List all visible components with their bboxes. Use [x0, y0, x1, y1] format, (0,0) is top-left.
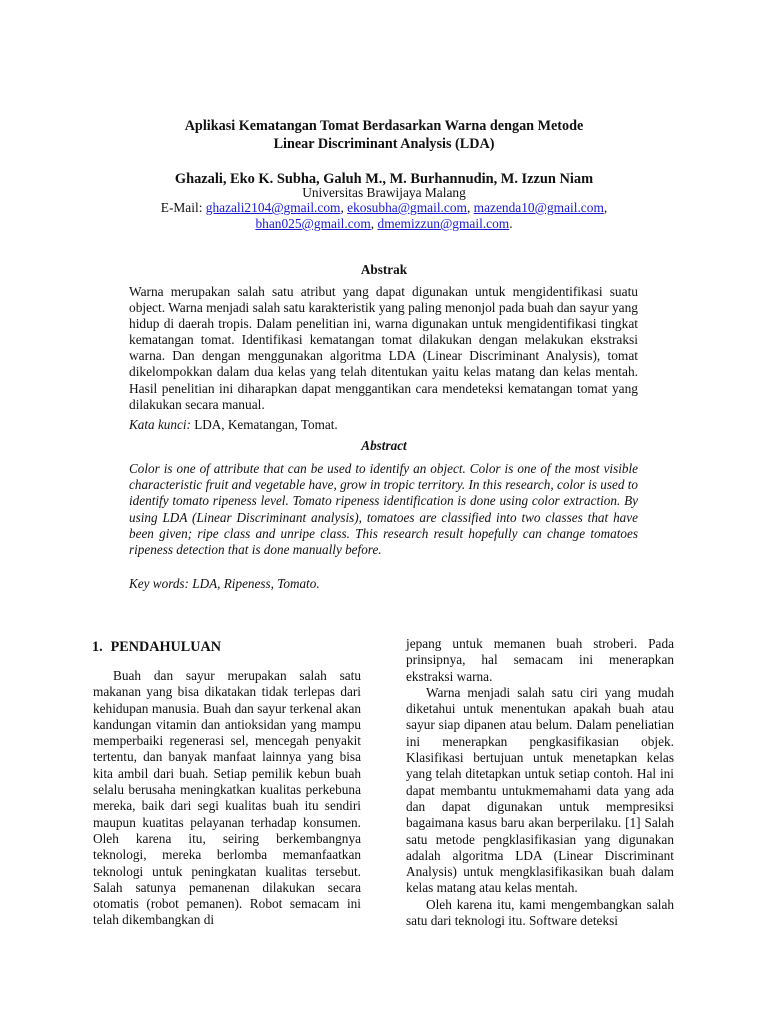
email-link[interactable]: ekosubha@gmail.com [347, 200, 467, 215]
kata-kunci [129, 417, 638, 433]
affiliation: Universitas Brawijaya Malang [302, 185, 466, 200]
email-label: E-Mail: [160, 200, 206, 215]
abstrak-text: Warna merupakan salah satu atribut yang dapat digunakan untuk mengidentifikasi suatu object. Warna menjadi salah satu karakteristik yang paling menonjol pada buah dan sayur yang hidup di daerah tropis. Dalam penelitian ini, warna digunakan untuk mengidentifikasi tingkat kematangan tomat. Identifikasi kematangan tomat dilakukan dengan melakukan ekstraksi warna. Dan dengan menggunakan algoritma LDA (Linear Discriminant Analysis), tomat dikelompokkan dalam dua kelas yang telah ditentukan yaitu kelas matang dan kelas mentah. Hasil penelitian ini diharapkan dapat menggantikan cara mendeteksi kematangan tomat yang dilakukan secara manual. [129, 284, 638, 412]
author-list: Ghazali, Eko K. Subha, Galuh M., M. Burhannudin, M. Izzun Niam [174, 171, 594, 187]
email-link[interactable]: dmemizzun@gmail.com [377, 216, 510, 231]
left-column [93, 668, 361, 929]
body-paragraph: Oleh karena itu, kami mengembangkan salah satu dari teknologi itu. Software deteksi [406, 896, 674, 929]
email-link[interactable]: bhan025@gmail.com [255, 216, 371, 231]
kata-kunci-label: Kata kunci: [129, 417, 191, 432]
body-paragraph: jepang untuk memanen buah stroberi. Pada prinsipnya, hal semacam ini menerapkan ekstraksi warna. [406, 636, 674, 684]
email-list: E-Mail: ghazali2104@gmail.com, ekosubha@gmail.com, mazenda10@gmail.com, bhan025@gmail.com, dmemizzun@gmail.com. [160, 200, 608, 231]
abstract-heading: Abstract [361, 438, 407, 453]
section-title: PENDAHULUAN [110, 639, 221, 655]
abstract-text: Color is one of attribute that can be used to identify an object. Color is one of the most visible characteristic fruit and vegetable have, grow in tropic territory. In this research, color is used to identify tomato ripeness level. Tomato ripeness identification is done using color extraction. By using LDA (Linear Discriminant analysis), tomatoes are classified into two classes that have been given; ripe class and unripe class. This research result hopefully can change tomatoes ripeness detection that is done manually before. [129, 461, 638, 558]
kata-kunci-values: LDA, Kematangan, Tomat. [190, 417, 338, 432]
email-link[interactable]: mazenda10@gmail.com [473, 200, 604, 215]
title-line-2: Linear Discriminant Analysis (LDA) [273, 136, 495, 152]
abstrak-heading: Abstrak [360, 262, 408, 277]
section-heading [92, 638, 362, 656]
body-paragraph: Buah dan sayur merupakan salah satu makanan yang bisa dikatakan tidak terlepas dari kehidupan manusia. Buah dan sayur terkenal akan kandungan vitamin dan antioksidan yang mampu memperbaiki regenerasi sel, mencegah penyakit tertentu, dan banyak manfaat lainnya yang bisa kita ambil dari buah. Setiap pemilik kebun buah selalu berusaha meningkatkan kualitas perkebuna mereka, baik dari segi kualitas buah itu sendiri maupun kuatitas pelayanan terhadap konsumen. Oleh karena itu, seiring berkembangnya teknologi, mereka berlomba memanfaatkan teknologi untuk peningkatan kualitas tersebut. Salah satunya pemanenan dilakukan secara otomatis (robot pemanen). Robot semacam ini telah dikembangkan di [93, 668, 361, 928]
paper-title [130, 117, 638, 153]
body-paragraph: Warna menjadi salah satu ciri yang mudah diketahui untuk menentukan apakah buah atau sayur siap dipanen atau belum. Dalam peneliatian ini menerapkan pengkasifikasian objek. Klasifikasi bertujuan untuk menetapkan kelas yang telah ditetapkan untuk setiap contoh. Hal ini dapat membantu untukmemahami data yang ada dan dapat digunakan untuk mempresiksi bagaimana kasus baru akan berperilaku. [1] Salah satu metode pengklasifikasian yang digunakan adalah algoritma LDA (Linear Discriminant Analysis) untuk mengklasifikasikan buah dalam kelas matang atau kelas mentah. [406, 684, 674, 896]
email-link[interactable]: ghazali2104@gmail.com [205, 200, 341, 215]
right-column [406, 636, 674, 929]
title-line-1: Aplikasi Kematangan Tomat Berdasarkan Warna dengan Metode [184, 118, 584, 134]
key-words: Key words: LDA, Ripeness, Tomato. [129, 576, 320, 591]
section-number: 1. [92, 639, 103, 655]
